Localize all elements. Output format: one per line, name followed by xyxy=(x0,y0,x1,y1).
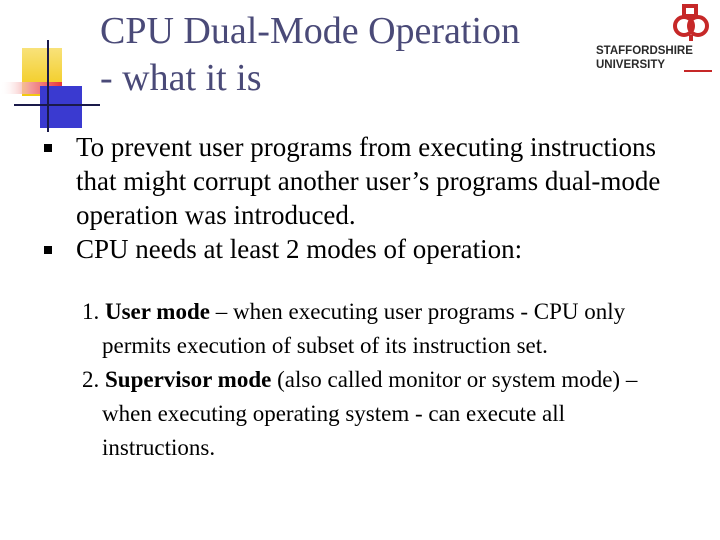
mode-description: – when executing user programs - CPU only permits execution of subset of its instruction set. xyxy=(102,299,626,358)
university-logo-text xyxy=(596,44,714,72)
mode-list xyxy=(82,295,682,465)
vertical-line xyxy=(47,40,49,132)
title-line-1: CPU Dual-Mode Operation xyxy=(100,10,521,52)
logo-underline xyxy=(684,70,712,72)
mode-number: 2. xyxy=(82,367,100,392)
bullet-text: To prevent user programs from executing instructions that might corrupt another user’s programs dual-mode operation was introduced. xyxy=(76,132,661,230)
mode-item-supervisor xyxy=(82,363,682,465)
mode-description: (also called monitor or system mode) – when executing operating system - can execute all instructions. xyxy=(102,367,638,460)
bullet-list xyxy=(44,130,694,266)
blue-square xyxy=(40,86,82,128)
title-line-2: - what it is xyxy=(100,57,262,99)
slide-title xyxy=(100,8,570,102)
corner-decoration xyxy=(0,0,110,140)
mode-name: Supervisor mode xyxy=(105,367,272,392)
horizontal-line xyxy=(14,104,100,106)
square-bullet-icon xyxy=(44,144,52,152)
mode-item-user xyxy=(82,295,682,363)
bullet-item xyxy=(44,232,694,266)
square-bullet-icon xyxy=(44,246,52,254)
logo-line-1: STAFFORDSHIRE xyxy=(596,45,693,57)
logo-line-2: UNIVERSITY xyxy=(596,59,666,71)
bullet-item xyxy=(44,130,694,232)
bullet-text: CPU needs at least 2 modes of operation: xyxy=(76,234,523,264)
mode-number: 1. xyxy=(82,299,100,324)
mode-name: User mode xyxy=(105,299,210,324)
